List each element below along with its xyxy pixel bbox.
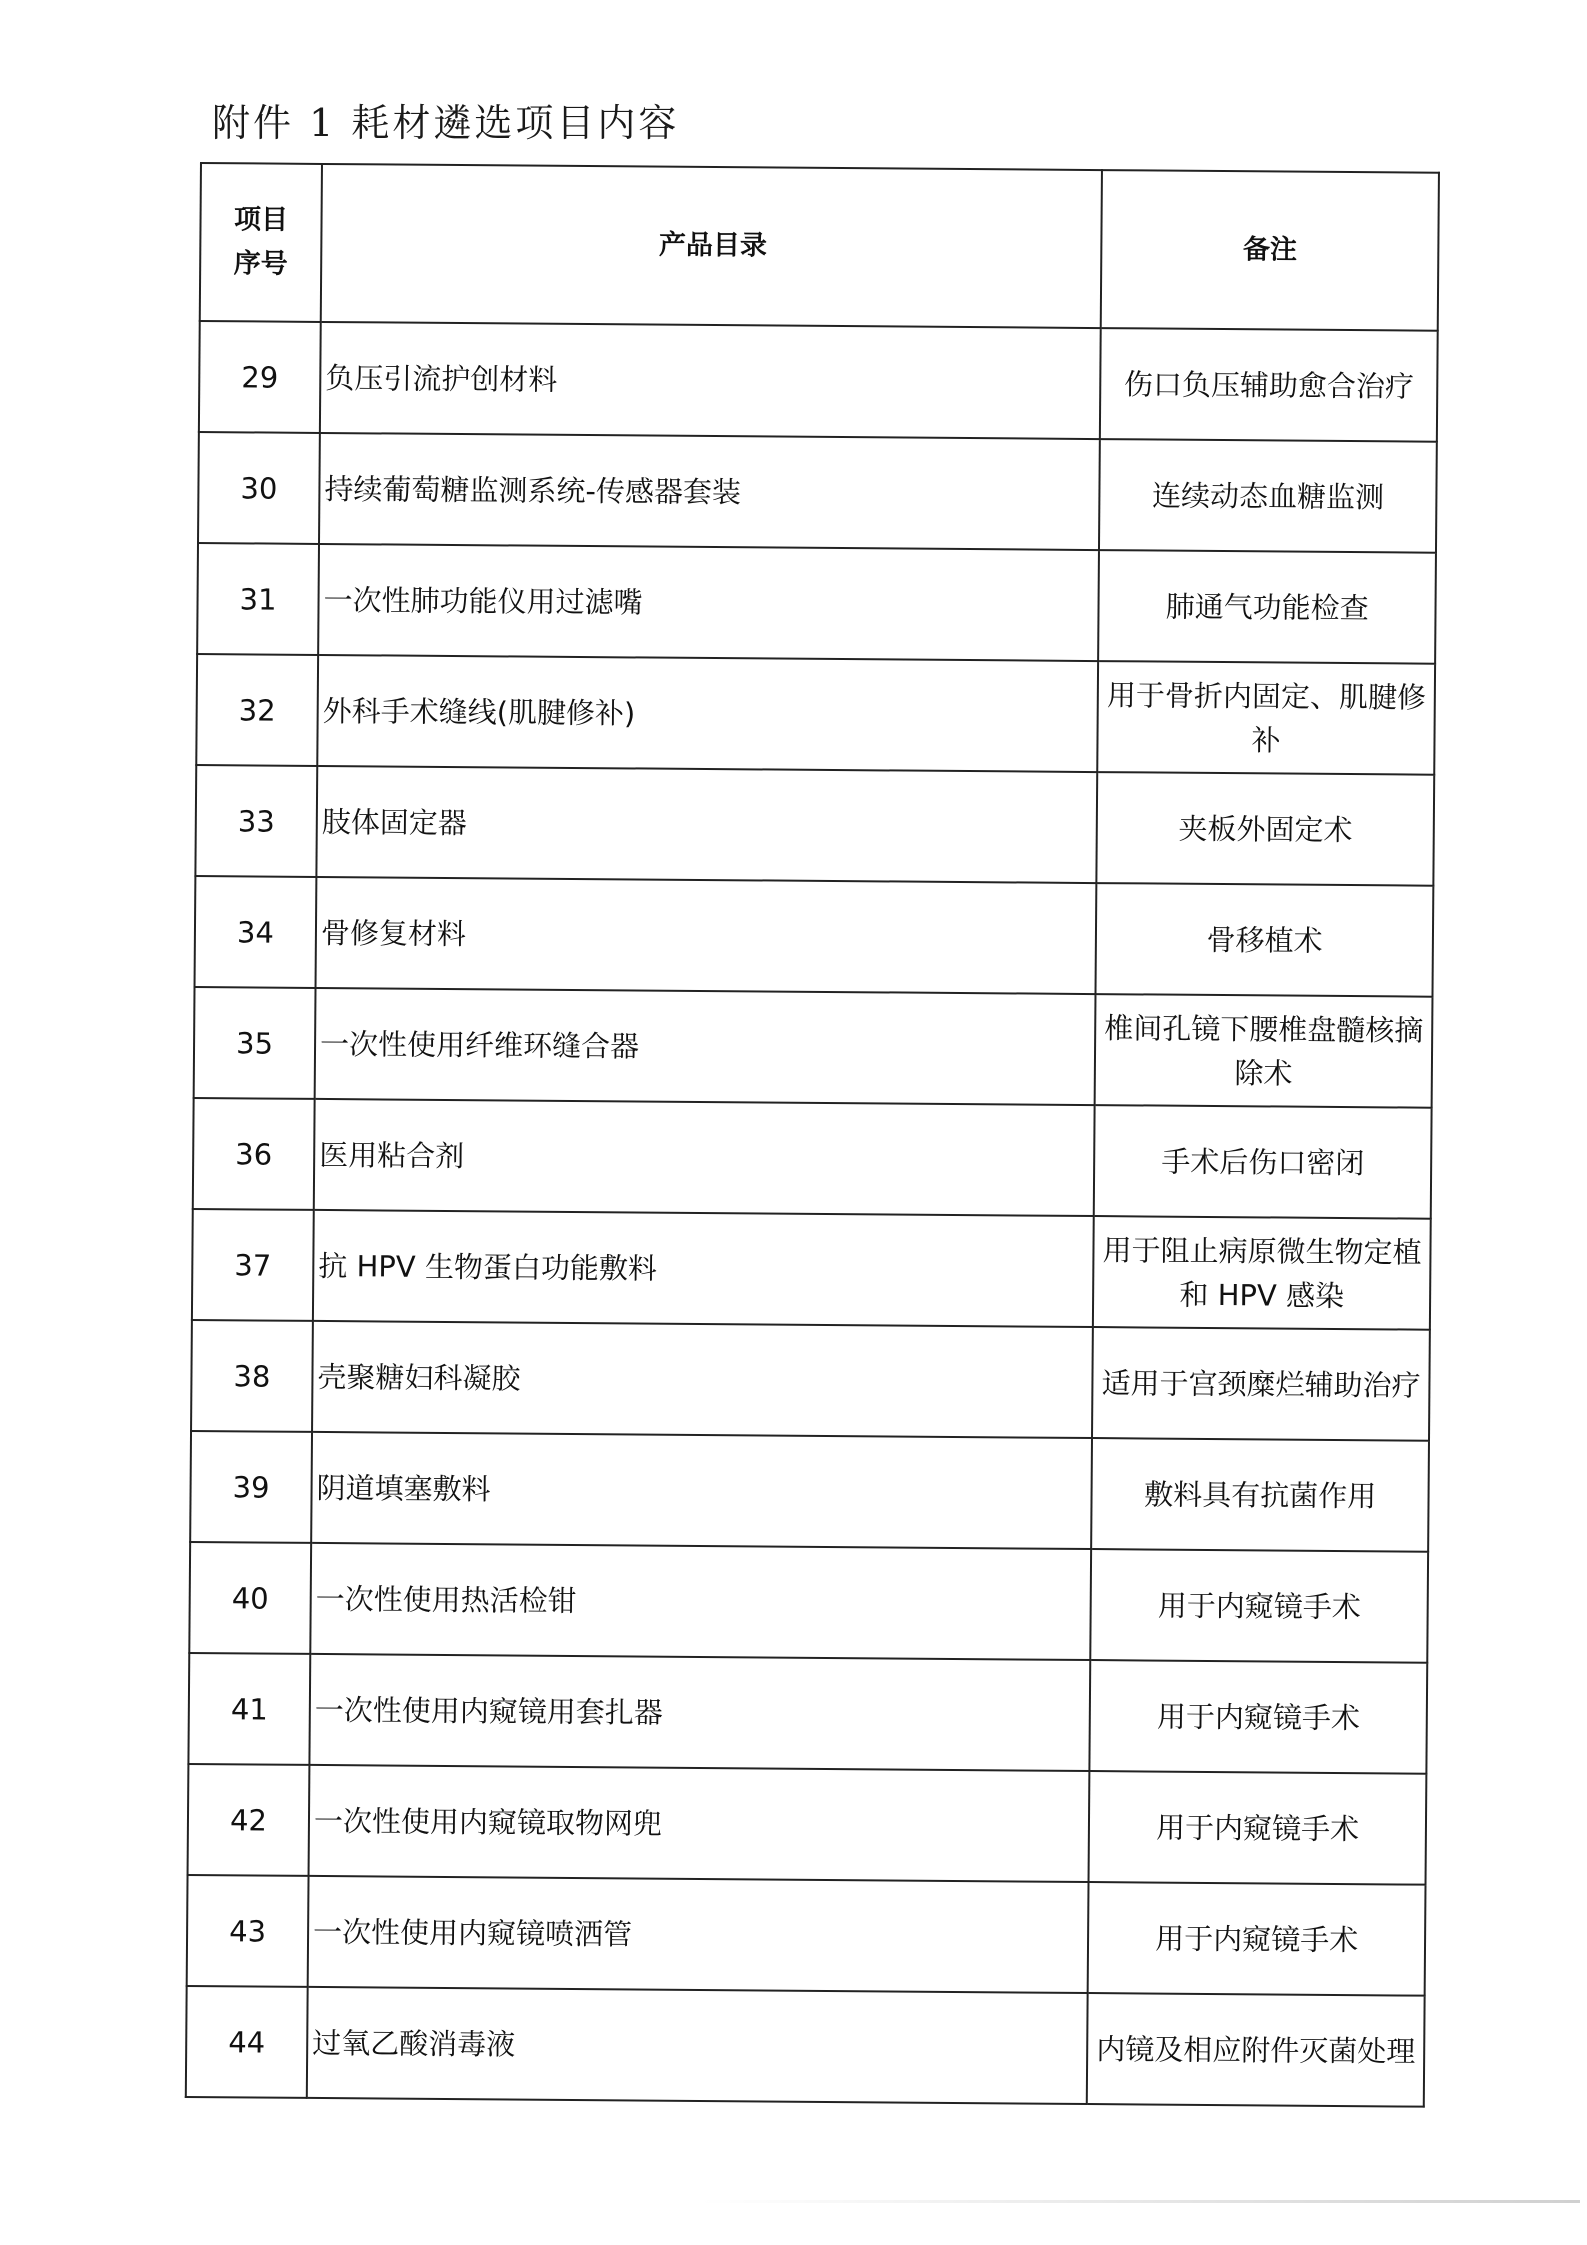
table-row xyxy=(195,765,1434,886)
scan-edge-shadow xyxy=(700,2200,1580,2203)
item-number-cell: 36 xyxy=(193,1098,315,1210)
table-row xyxy=(187,1875,1426,1996)
table-row xyxy=(193,1098,1432,1219)
document-title: 附件 1 耗材遴选项目内容 xyxy=(212,101,680,145)
table-row xyxy=(189,1542,1428,1663)
item-number-cell: 44 xyxy=(186,1986,308,2098)
item-number-cell: 43 xyxy=(187,1875,309,1987)
item-number-cell: 40 xyxy=(189,1542,311,1654)
remark-cell: 手术后伤口密闭 xyxy=(1094,1105,1432,1219)
product-name-cell: 持续葡萄糖监测系统-传感器套装 xyxy=(319,433,1100,550)
item-number-cell: 34 xyxy=(195,876,317,988)
header-remarks: 备注 xyxy=(1101,170,1439,331)
product-name-cell: 壳聚糖妇科凝胶 xyxy=(312,1321,1093,1438)
remark-cell: 适用于宫颈糜烂辅助治疗 xyxy=(1092,1327,1430,1441)
product-name-cell: 阴道填塞敷料 xyxy=(311,1432,1092,1549)
table-row xyxy=(188,1764,1427,1885)
header-product-catalog: 产品目录 xyxy=(321,164,1102,328)
header-item-number-line2: 序号 xyxy=(233,248,288,280)
product-name-cell: 肢体固定器 xyxy=(316,766,1097,883)
table-row xyxy=(192,1209,1431,1330)
table-row xyxy=(196,654,1435,775)
item-number-cell: 41 xyxy=(188,1653,310,1765)
header-item-number xyxy=(200,163,322,322)
header-item-number-line1: 项目 xyxy=(233,204,289,236)
remark-cell: 用于内窥镜手术 xyxy=(1091,1549,1429,1663)
remark-cell: 肺通气功能检查 xyxy=(1098,550,1436,664)
product-name-cell: 一次性使用内窥镜用套扎器 xyxy=(309,1654,1090,1771)
item-number-cell: 31 xyxy=(197,543,319,655)
remark-cell: 用于阻止病原微生物定植和 HPV 感染 xyxy=(1093,1216,1431,1330)
item-number-cell: 29 xyxy=(199,321,321,433)
table-row xyxy=(198,432,1437,553)
item-number-cell: 39 xyxy=(190,1431,312,1543)
product-name-cell: 医用粘合剂 xyxy=(314,1099,1095,1216)
remark-cell: 用于内窥镜手术 xyxy=(1090,1660,1428,1774)
item-number-cell: 37 xyxy=(192,1209,314,1321)
product-name-cell: 抗 HPV 生物蛋白功能敷料 xyxy=(313,1210,1094,1327)
product-name-cell: 负压引流护创材料 xyxy=(320,322,1101,439)
table-row xyxy=(186,1986,1425,2107)
remark-cell: 敷料具有抗菌作用 xyxy=(1091,1438,1429,1552)
remark-cell: 伤口负压辅助愈合治疗 xyxy=(1100,328,1438,442)
remark-cell: 用于内窥镜手术 xyxy=(1088,1882,1426,1996)
item-number-cell: 35 xyxy=(194,987,316,1099)
remark-cell: 用于骨折内固定、肌腱修补 xyxy=(1098,661,1436,775)
consumables-table xyxy=(185,162,1440,2108)
item-number-cell: 30 xyxy=(198,432,320,544)
table-row xyxy=(188,1653,1427,1774)
table-header-row xyxy=(200,163,1439,331)
product-name-cell: 一次性使用纤维环缝合器 xyxy=(315,988,1096,1105)
product-name-cell: 一次性使用热活检钳 xyxy=(310,1543,1091,1660)
product-name-cell: 一次性使用内窥镜取物网兜 xyxy=(309,1765,1090,1882)
product-name-cell: 骨修复材料 xyxy=(316,877,1097,994)
remark-cell: 内镜及相应附件灭菌处理 xyxy=(1087,1993,1425,2107)
item-number-cell: 38 xyxy=(191,1320,313,1432)
item-number-cell: 33 xyxy=(195,765,317,877)
remark-cell: 骨移植术 xyxy=(1096,883,1434,997)
table-row xyxy=(191,1320,1430,1441)
product-name-cell: 一次性肺功能仪用过滤嘴 xyxy=(318,544,1099,661)
table-row xyxy=(197,543,1436,664)
remark-cell: 夹板外固定术 xyxy=(1097,772,1435,886)
remark-cell: 用于内窥镜手术 xyxy=(1089,1771,1427,1885)
product-name-cell: 外科手术缝线(肌腱修补) xyxy=(317,655,1098,772)
table-row xyxy=(195,876,1434,997)
item-number-cell: 32 xyxy=(196,654,318,766)
table-row xyxy=(190,1431,1429,1552)
table-row xyxy=(194,987,1433,1108)
table-row xyxy=(199,321,1438,442)
product-name-cell: 一次性使用内窥镜喷洒管 xyxy=(308,1876,1089,1993)
remark-cell: 椎间孔镜下腰椎盘髓核摘除术 xyxy=(1095,994,1433,1108)
product-name-cell: 过氧乙酸消毒液 xyxy=(307,1987,1088,2104)
item-number-cell: 42 xyxy=(188,1764,310,1876)
remark-cell: 连续动态血糖监测 xyxy=(1099,439,1437,553)
